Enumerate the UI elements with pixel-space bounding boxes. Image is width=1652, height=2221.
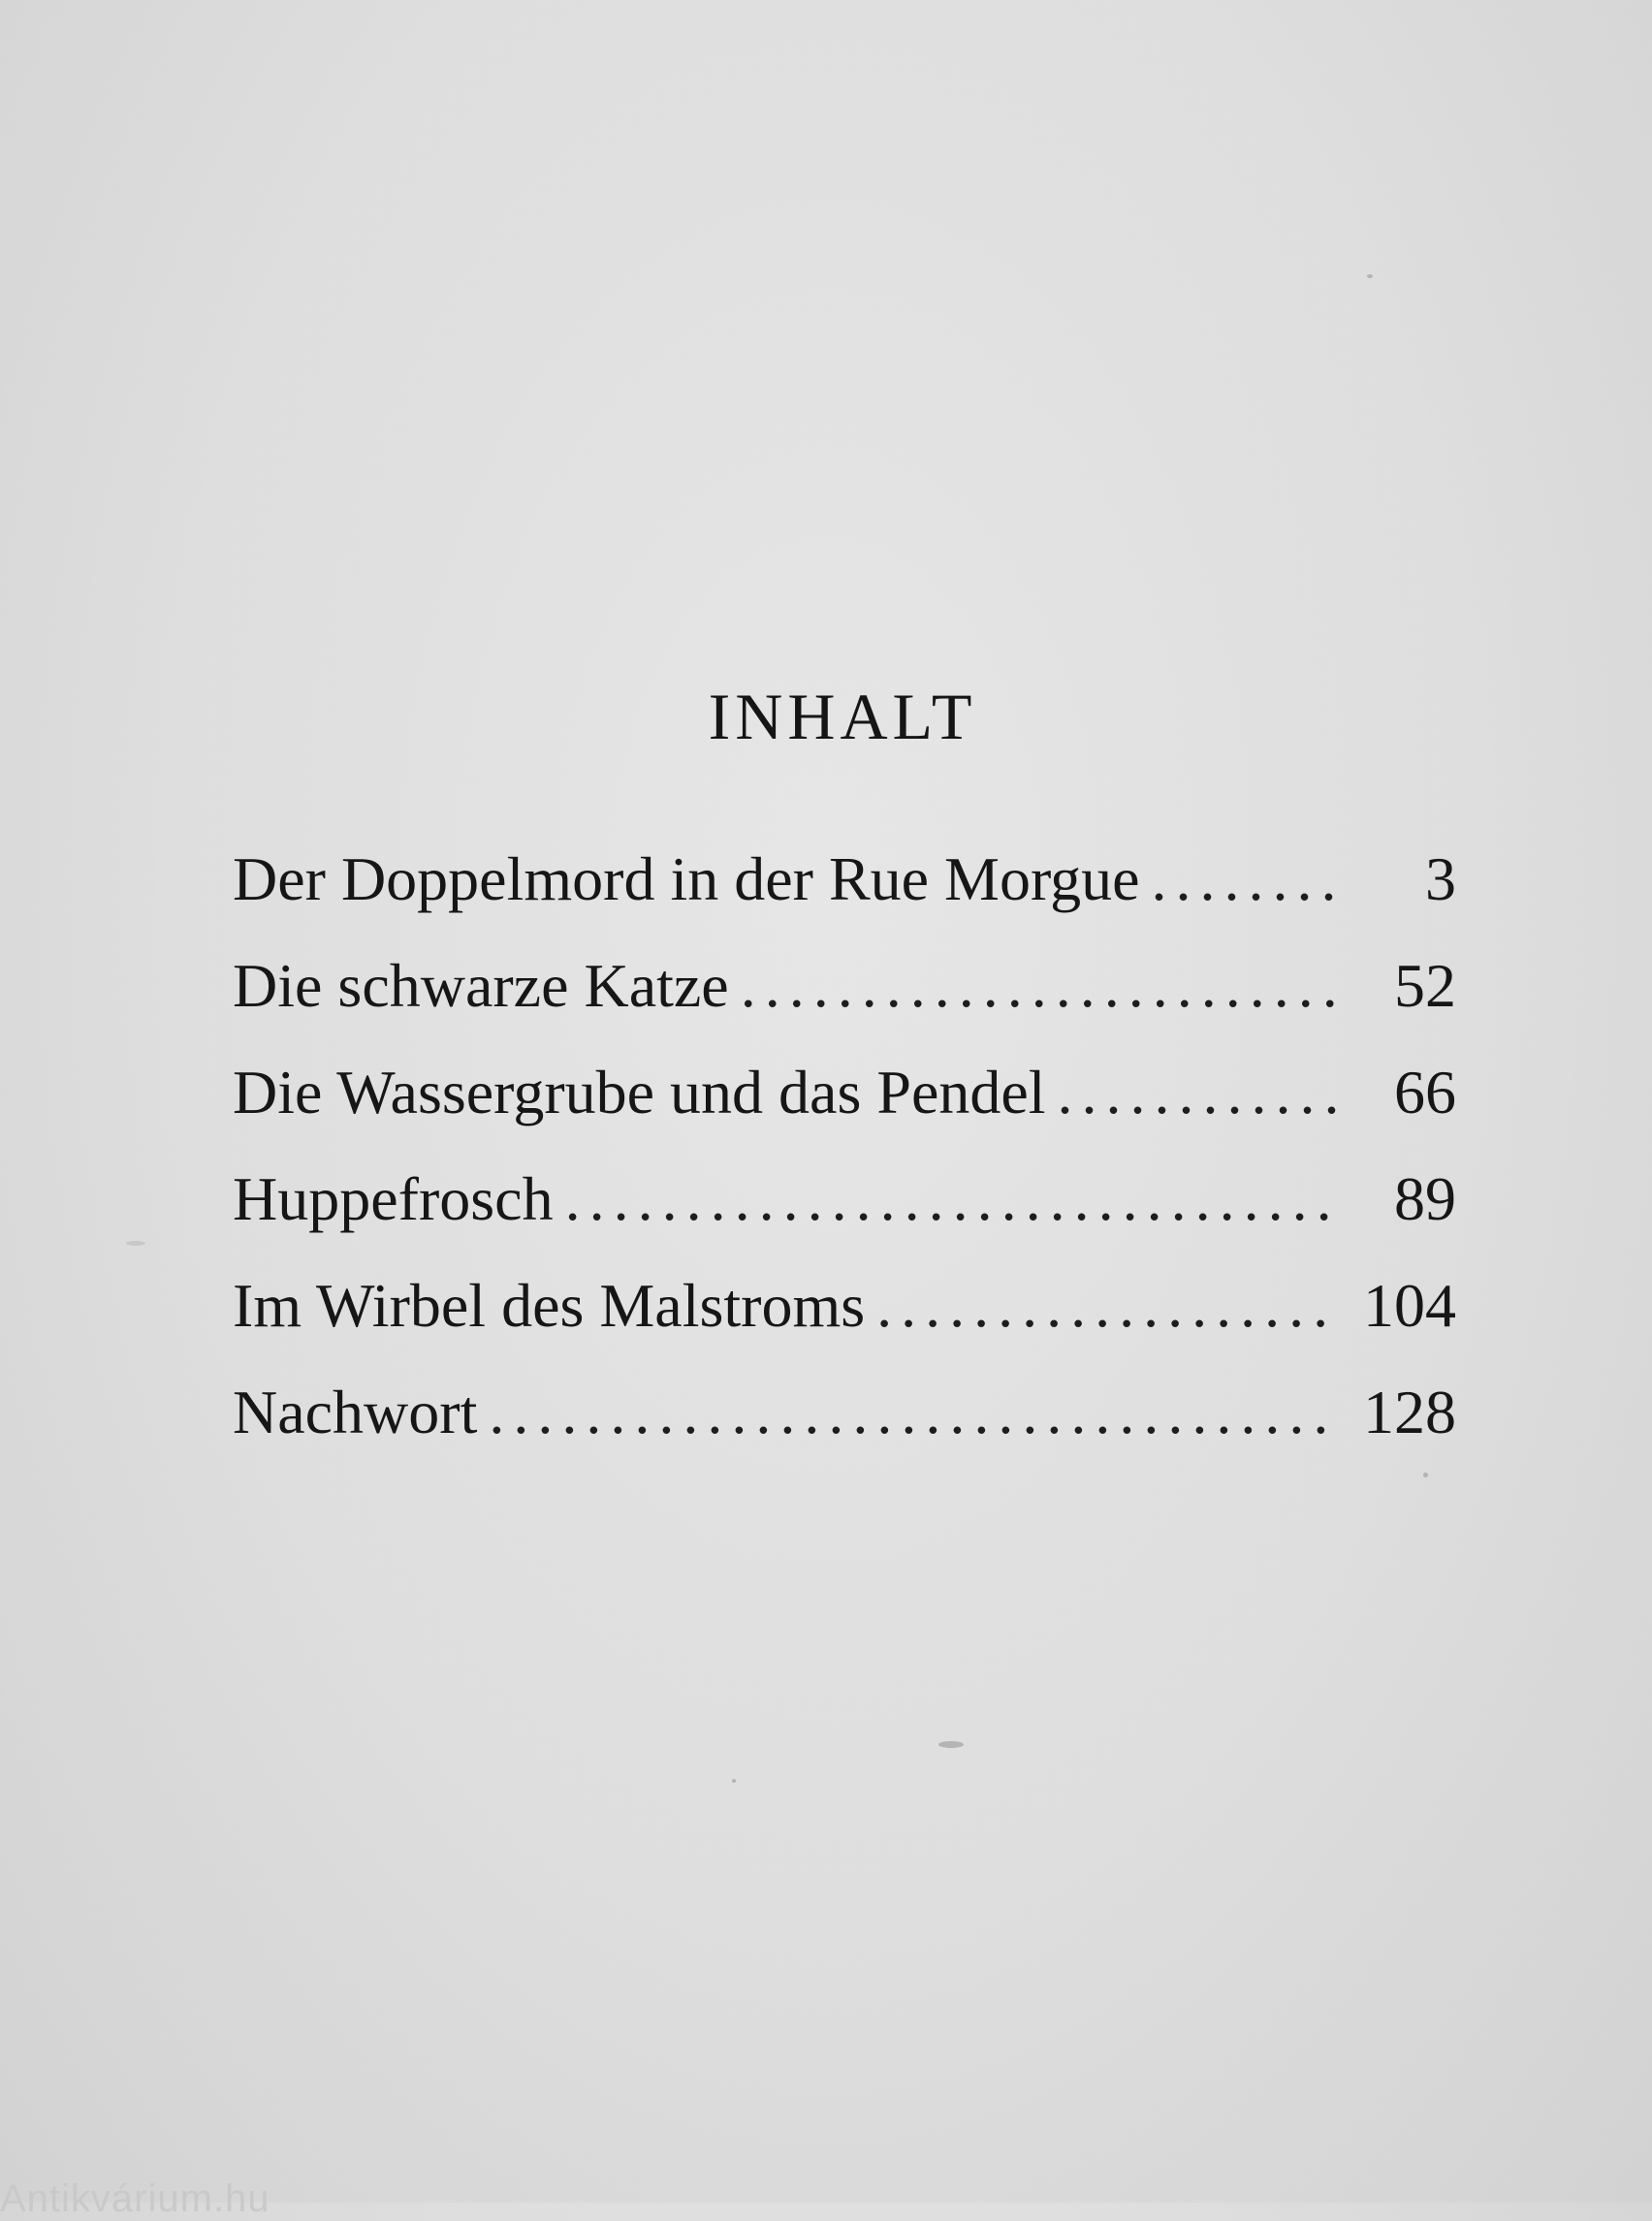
paper-speck: [732, 1779, 736, 1783]
toc-entry-title: Der Doppelmord in der Rue Morgue: [233, 844, 1140, 913]
toc-entry-page: 66: [1394, 1058, 1456, 1126]
watermark: Antikvárium.hu: [0, 2177, 270, 2220]
toc-entry: [233, 843, 1456, 950]
toc-entry-page: 52: [1394, 951, 1456, 1020]
toc-entry: [233, 1270, 1456, 1377]
paper-speck: [126, 1241, 145, 1246]
toc-entry-page: 3: [1425, 844, 1456, 913]
toc-entry-page: 104: [1363, 1271, 1456, 1340]
toc-entry-title: Im Wirbel des Malstroms: [233, 1271, 866, 1340]
toc-entry-page: 128: [1363, 1378, 1456, 1446]
toc-entry-title: Nachwort: [233, 1378, 478, 1446]
toc-entry-title: Die Wassergrube und das Pendel: [233, 1058, 1046, 1126]
toc-entry-page: 89: [1394, 1164, 1456, 1233]
paper-speck: [1367, 274, 1373, 278]
toc-leader-dots: [1152, 843, 1337, 915]
toc-leader-dots: [1058, 1057, 1336, 1128]
toc-leader-dots: [876, 1270, 1336, 1342]
toc-leader-dots: [565, 1163, 1336, 1235]
toc-entry-title: Die schwarze Katze: [233, 951, 729, 1020]
paper-speck: [1423, 1473, 1428, 1477]
toc-entry-title: Huppefrosch: [233, 1164, 554, 1233]
toc-entry: [233, 950, 1456, 1057]
toc-entry: [233, 1057, 1456, 1163]
toc-leader-dots: [741, 950, 1336, 1022]
toc-leader-dots: [489, 1377, 1336, 1448]
toc-entry: [233, 1377, 1456, 1483]
table-of-contents: [233, 843, 1456, 1483]
toc-entry: [233, 1163, 1456, 1270]
page-title: INHALT: [708, 680, 977, 753]
paper-speck: [938, 1741, 964, 1748]
